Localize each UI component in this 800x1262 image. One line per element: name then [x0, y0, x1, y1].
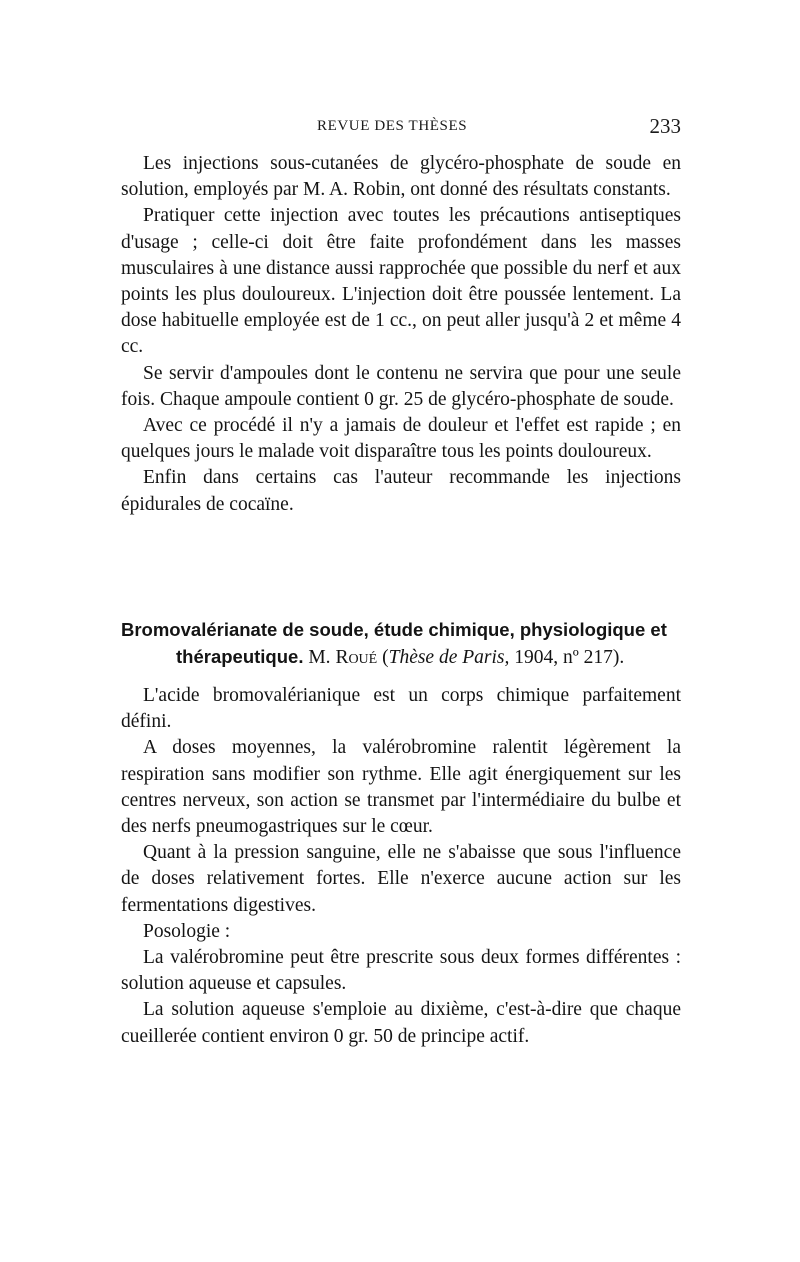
section-bromovalerianate — [121, 683, 681, 1050]
author-prefix: M. — [308, 647, 331, 668]
article-title: Bromovalérianate de soude, étude chimique, physiologique et — [121, 619, 667, 640]
paragraph: Quant à la pression sanguine, elle ne s'abaisse que sous l'influence de doses relativement fortes. Elle n'exerce aucune action sur les fermentations digestives. — [121, 842, 681, 916]
paragraph: La valérobromine peut être prescrite sous deux formes différentes : solution aqueuse et capsules. — [121, 947, 681, 995]
paragraph: La solution aqueuse s'emploie au dixième, c'est-à-dire que chaque cueillerée contient environ 0 gr. 50 de principe actif. — [121, 999, 681, 1047]
page-header — [121, 116, 681, 140]
paragraph: Pratiquer cette injection avec toutes les précautions antiseptiques d'usage ; celle-ci doit être faite profondément dans les masses musculaires à une distance aussi rapprochée que possible du nerf et aux points les plus douloureux. L'injection doit être poussée lentement. La dose habituelle employée est de 1 cc., on peut aller jusqu'à 2 et même 4 cc. — [121, 205, 681, 358]
section-injections — [121, 151, 681, 518]
open-paren: ( — [382, 647, 389, 668]
paragraph: Avec ce procédé il n'y a jamais de douleur et l'effet est rapide ; en quelques jours le malade voit disparaître tous les points douloureux. — [121, 415, 681, 463]
article-title-line-2 — [121, 644, 681, 671]
paragraph: A doses moyennes, la valérobromine ralentit légèrement la respiration sans modifier son rythme. Elle agit énergiquement sur les centres nerveux, son action se transmet par l'intermédiaire du bulbe et des nerfs pneumogastriques sur le cœur. — [121, 737, 681, 838]
article-title-line-1 — [121, 617, 681, 644]
running-head: REVUE DES THÈSES — [317, 118, 468, 134]
paragraph: Se servir d'ampoules dont le contenu ne servira que pour une seule fois. Chaque ampoule contient 0 gr. 25 de glycéro-phosphate de soude. — [121, 362, 681, 410]
article-source-details: 1904, nº 217). — [514, 647, 625, 668]
article-heading — [121, 617, 681, 671]
paragraph: Posologie : — [143, 920, 231, 942]
article-author: Roué — [335, 647, 378, 668]
page-number: 233 — [649, 114, 681, 138]
paragraph: L'acide bromovalérianique est un corps chimique parfaitement défini. — [121, 685, 681, 733]
paragraph: Enfin dans certains cas l'auteur recommande les injections épidurales de cocaïne. — [121, 467, 681, 515]
article-source: Thèse de Paris, — [388, 647, 510, 668]
paragraph: Les injections sous-cutanées de glycéro-phosphate de soude en solution, employés par M. A. Robin, ont donné des résultats constants. — [121, 153, 681, 201]
article-title-continued: thérapeutique. — [176, 646, 304, 667]
